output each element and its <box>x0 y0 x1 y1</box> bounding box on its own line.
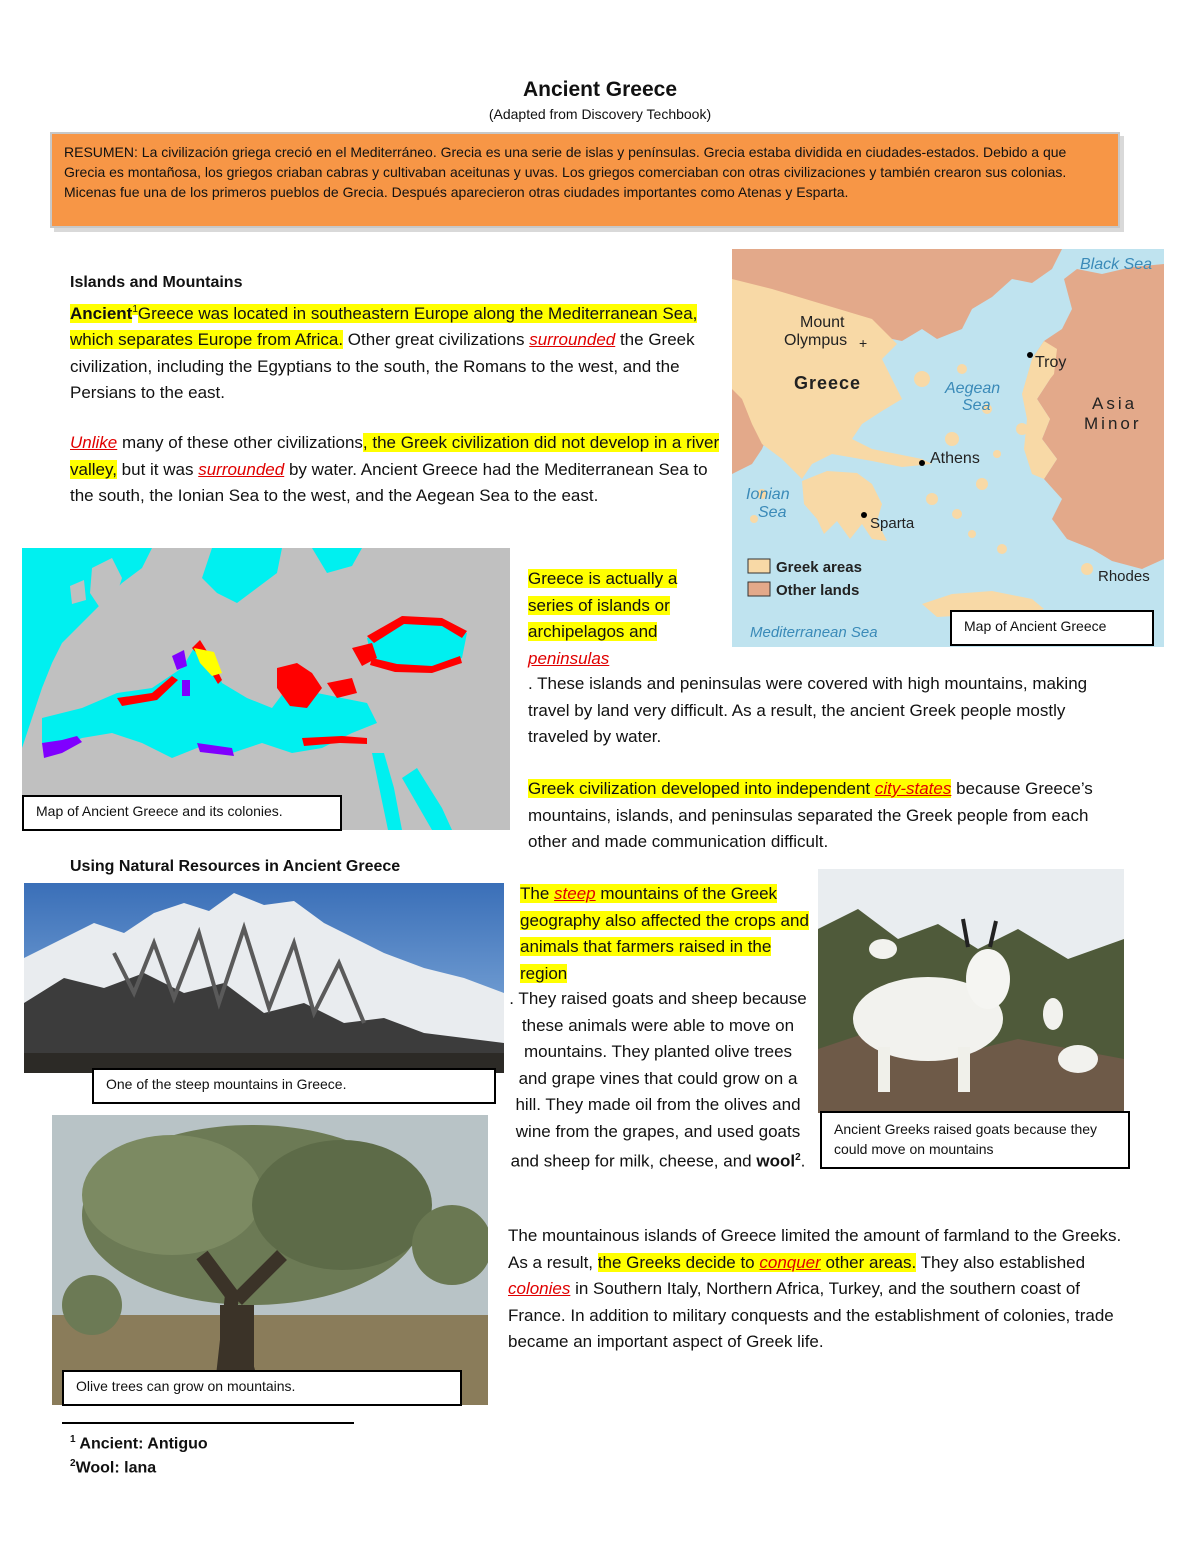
text: The mountainous islands of Greece limited the amount of farmland to the Greeks. As a result, <box>508 1226 1122 1272</box>
legend-greek-areas: Greek areas <box>776 559 862 576</box>
footnote-num-2: 2 <box>70 1458 76 1469</box>
caption-map-colonies: Map of Ancient Greece and its colonies. <box>22 795 342 831</box>
highlight-conquer-a: the Greeks decide to <box>597 1252 760 1272</box>
text: Other great civilizations <box>343 330 530 350</box>
label-mediterranean: Mediterranean Sea <box>750 624 878 641</box>
label-athens: Athens <box>930 450 980 467</box>
highlight-ancient: Ancient <box>70 303 133 323</box>
vocab-colonies: colonies <box>508 1279 571 1298</box>
map-colonies <box>22 548 510 830</box>
paragraph-islands-part2 <box>528 671 1128 751</box>
paragraph-river-valley <box>70 430 720 510</box>
footnote-text-1: Ancient: Antiguo <box>79 1435 208 1453</box>
summary-text: RESUMEN: La civilización griega creció en el Mediterráneo. Grecia es una serie de islas y penínsulas. Grecia estaba dividida en ciudades-estados. Debido a que Grecia es montañosa, los griegos criaban cabras y cultivaban aceitunas y uvas. Los griegos comerciaban con otras civilizaciones y también crearon sus colonias. Micenas fue una de los primeros pueblos de Grecia. Después aparecieron otras ciudades importantes como Atenas y Esparta. <box>64 144 1067 200</box>
section-heading-islands: Islands and Mountains <box>70 274 243 291</box>
text: . They raised goats and sheep because these animals were able to move on mountains. They planted olive trees and grape vines that could grow on a hill. They made oil from the olives and wine from the grapes, and used goats and sheep for milk, cheese, and <box>509 989 807 1171</box>
paragraph-location <box>70 297 720 407</box>
label-mount: Mount <box>800 314 845 331</box>
highlight-location: Greece was located in southeastern Europe along the Mediterranean Sea, which separates Europe from Africa. <box>70 303 698 350</box>
word-wool: wool <box>756 1151 796 1171</box>
caption-map-greece: Map of Ancient Greece <box>950 610 1154 646</box>
highlight-conquer-b: other areas. <box>820 1252 917 1272</box>
paragraph-city-states <box>528 776 1118 856</box>
footnote-1 <box>70 1434 208 1453</box>
text: because Greece’s mountains, islands, and peninsulas separated the Greek people from each other and made communication difficult. <box>528 779 1093 851</box>
label-asia: Asia <box>1092 394 1138 413</box>
label-black-sea: Black Sea <box>1080 256 1153 273</box>
text: They also established <box>916 1252 1086 1272</box>
label-minor: Minor <box>1084 414 1142 433</box>
footnote-num-1: 1 <box>70 1434 76 1445</box>
page-title: Ancient Greece <box>522 78 678 101</box>
svg-text:+: + <box>859 335 868 351</box>
vocab-unlike: Unlike <box>70 433 118 452</box>
vocab-surrounded-2: surrounded <box>198 459 285 479</box>
highlight-river-valley: , the Greek civilization did not develop in a river valley, <box>70 433 720 479</box>
highlight-steep-a: The <box>520 884 555 903</box>
highlight-islands: Greece is actually a series of islands or archipelagos and <box>528 569 678 641</box>
text: many of these other civilizations <box>117 433 363 452</box>
vocab-conquer: conquer <box>759 1252 821 1272</box>
label-rhodes: Rhodes <box>1098 568 1150 585</box>
label-aegean-sea: Sea <box>962 397 991 414</box>
footnote-ref-2[interactable]: 2 <box>795 1152 801 1163</box>
label-olympus: Olympus <box>784 332 848 349</box>
page-subtitle: (Adapted from Discovery Techbook) <box>488 106 712 122</box>
paragraph-crops-part1 <box>520 881 810 987</box>
summary-box <box>50 132 1120 228</box>
vocab-surrounded: surrounded <box>529 330 616 350</box>
label-ionian: Ionian <box>746 486 790 503</box>
label-greece: Greece <box>794 373 862 393</box>
vocab-steep: steep <box>554 884 596 903</box>
text: . <box>800 1151 806 1171</box>
text: in Southern Italy, Northern Africa, Turkey, and the southern coast of France. In addition to military conquests and the establishment of colonies, trade became an important aspect of Greek life. <box>508 1279 1114 1351</box>
label-sparta: Sparta <box>870 515 915 532</box>
legend-other-lands: Other lands <box>776 582 860 599</box>
highlight-city-states: Greek civilization developed into independent <box>528 779 875 798</box>
footnote-divider <box>62 1422 354 1424</box>
text: by water. Ancient Greece had the Mediterranean Sea to the south, the Ionian Sea to the west, and the Aegean Sea to the east. <box>70 459 708 505</box>
footnote-text-2: Wool: lana <box>75 1459 157 1477</box>
paragraph-islands-part1 <box>528 566 703 672</box>
photo-olive-trees <box>52 1115 488 1405</box>
paragraph-crops-part2 <box>508 986 808 1175</box>
label-ionian-sea: Sea <box>758 504 787 521</box>
caption-goats: Ancient Greeks raised goats because they could move on mountains <box>820 1111 1130 1169</box>
text: but it was <box>116 459 199 479</box>
paragraph-colonies <box>508 1223 1133 1356</box>
text: . These islands and peninsulas were covered with high mountains, making travel by land very difficult. As a result, the ancient Greek people mostly traveled by water. <box>528 674 1088 746</box>
label-troy: Troy <box>1035 354 1067 371</box>
footnote-ref-1[interactable]: 1 <box>132 304 138 315</box>
highlight-steep-b: mountains of the Greek geography also affected the crops and animals that farmers raised in the region <box>520 884 809 983</box>
section-heading-resources: Using Natural Resources in Ancient Greece <box>70 858 401 875</box>
label-aegean: Aegean <box>945 380 1001 397</box>
vocab-city-states: city-states <box>874 779 952 798</box>
text: the Greek civilization, including the Egyptians to the south, the Romans to the west, and the Persians to the east. <box>70 330 695 403</box>
caption-mountain: One of the steep mountains in Greece. <box>92 1068 496 1104</box>
caption-olive-trees: Olive trees can grow on mountains. <box>62 1370 462 1406</box>
photo-mountain <box>24 883 504 1073</box>
footnote-2 <box>70 1458 156 1477</box>
photo-goats <box>818 869 1124 1113</box>
vocab-peninsulas: peninsulas <box>528 648 610 668</box>
map-ancient-greece <box>732 249 1164 647</box>
